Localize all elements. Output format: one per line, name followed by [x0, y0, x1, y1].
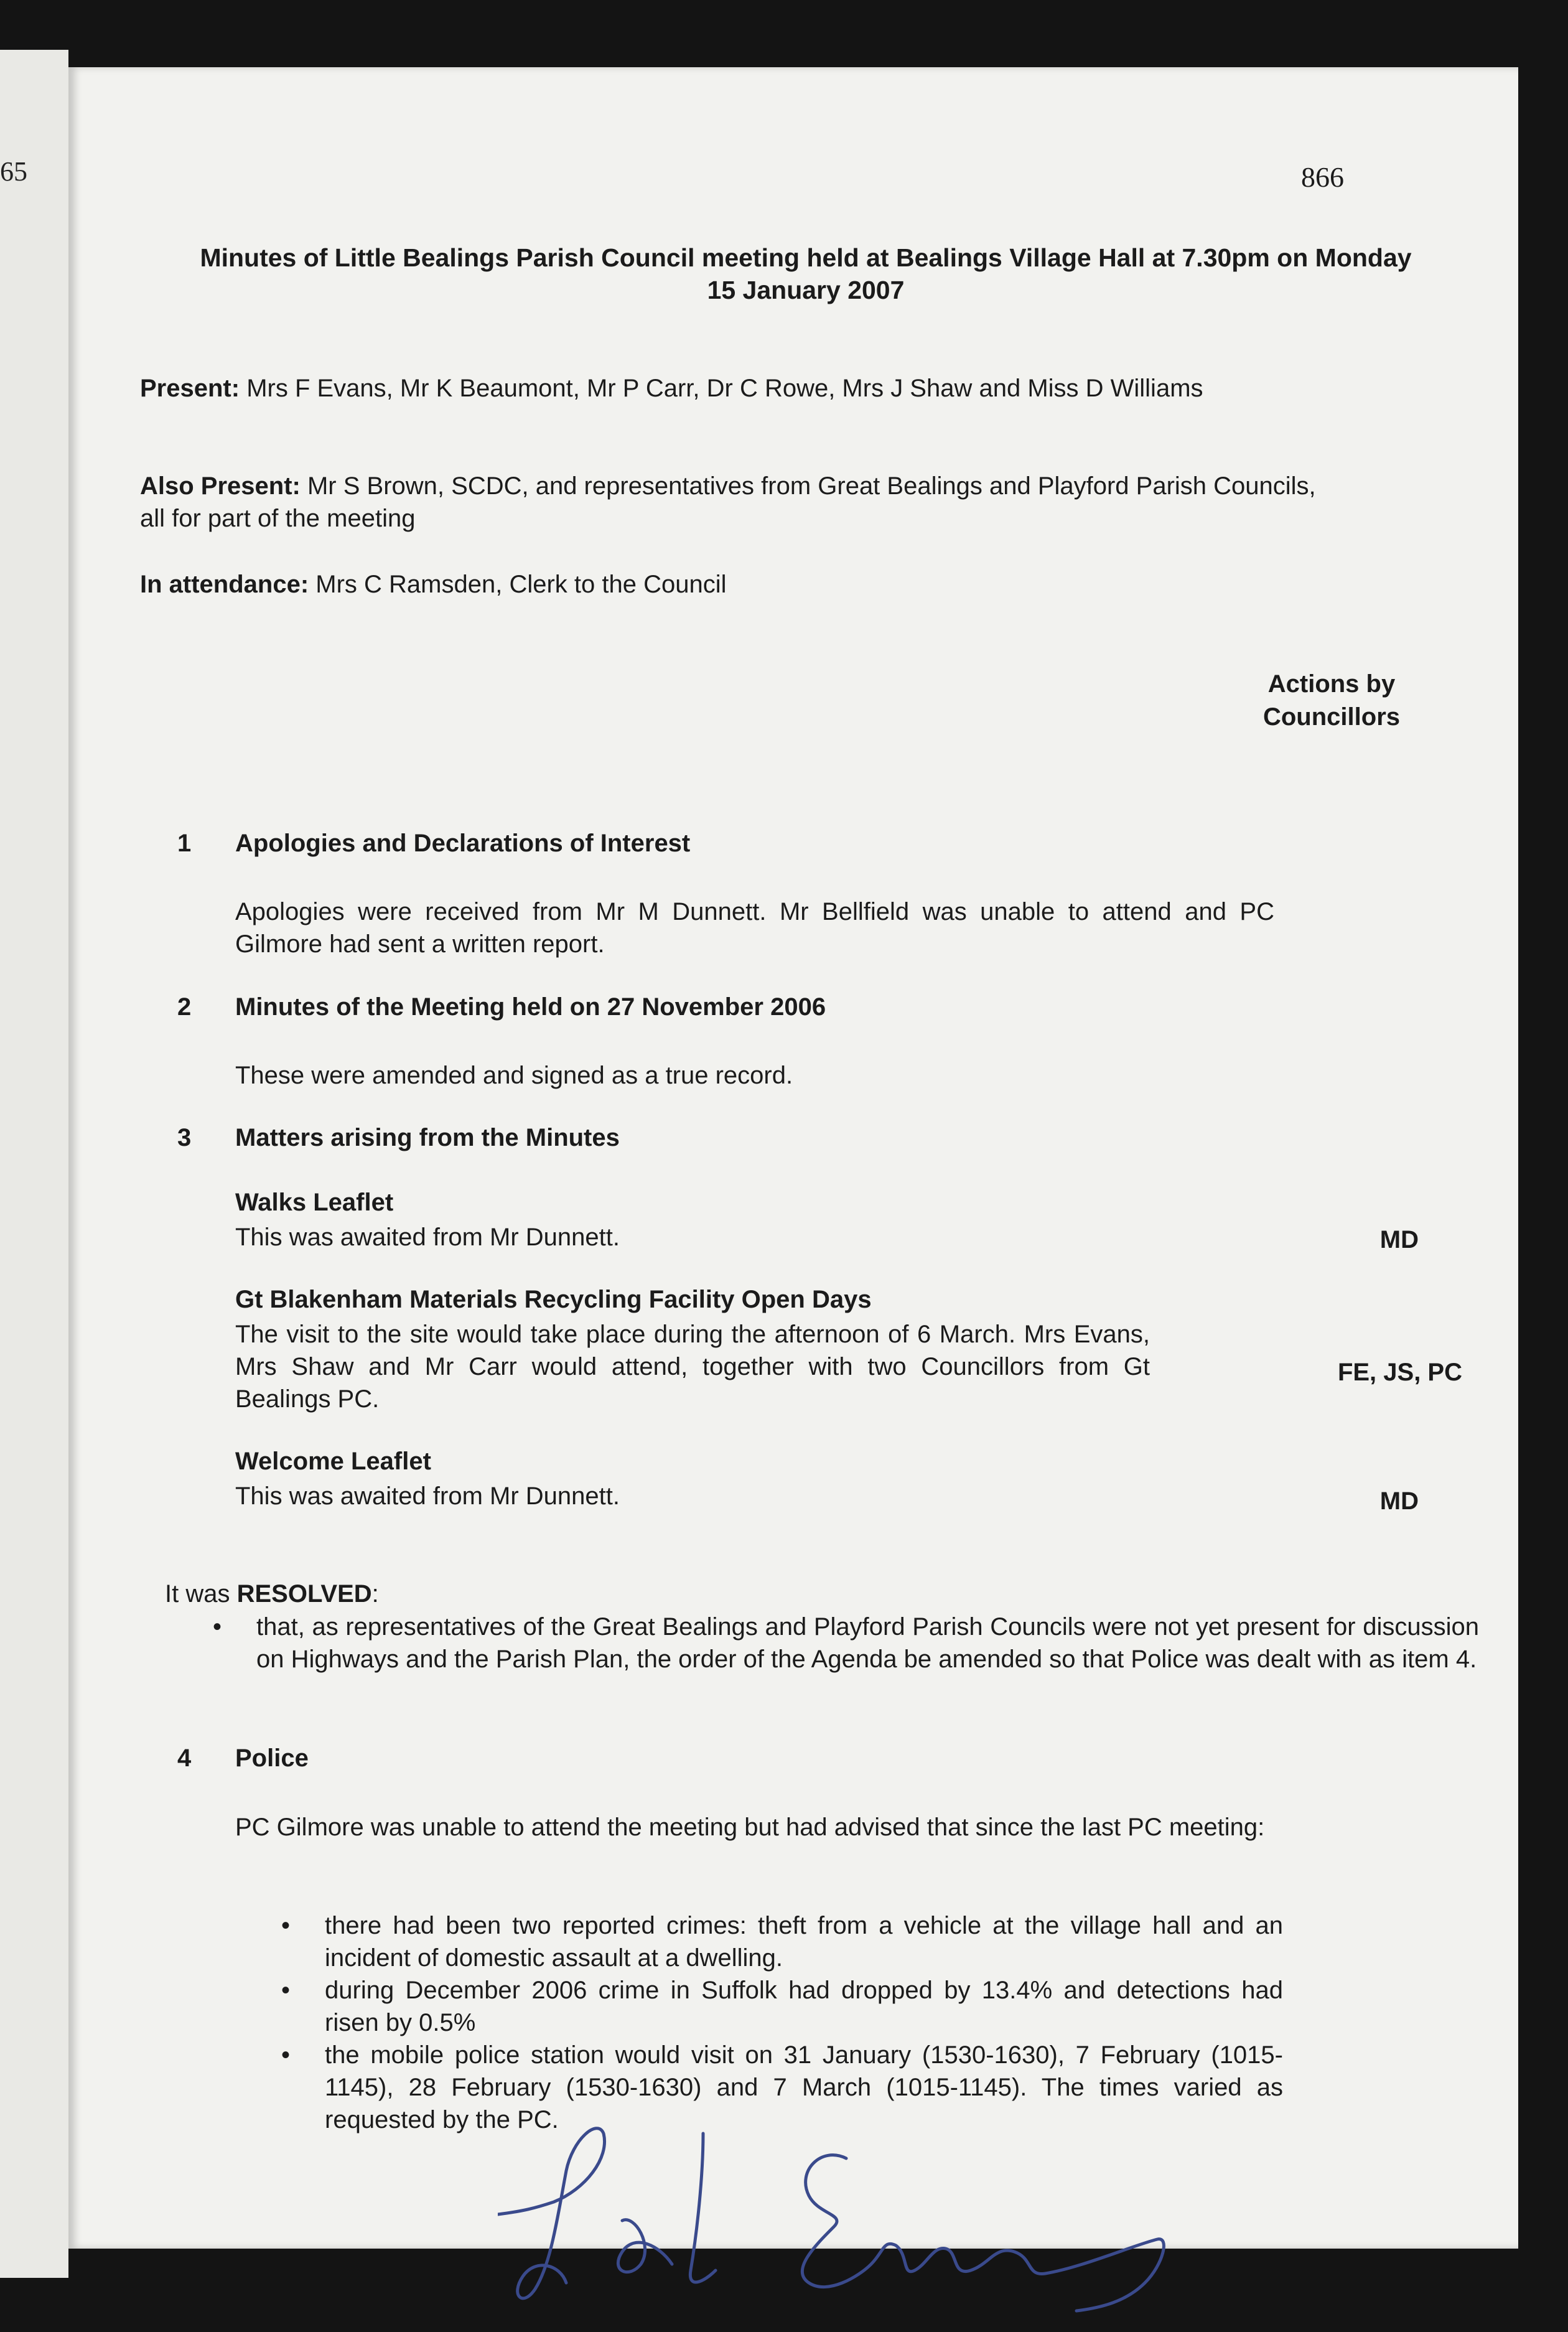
police-bullet: • the mobile police station would visit on 31 January (1530-1630), 7 February (1015-1145), 28 February (1530-1630) and 7 March (1015-1145). The times varied as requested by the PC.	[325, 2039, 1283, 2136]
blakenham-heading: Gt Blakenham Materials Recycling Facility Open Days	[235, 1286, 872, 1313]
blakenham-action: FE, JS, PC	[1337, 1359, 1462, 1386]
walks-leaflet-text: This was awaited from Mr Dunnett.	[235, 1224, 620, 1251]
resolved-keyword: RESOLVED	[236, 1580, 372, 1608]
item-4-number: 4	[177, 1744, 192, 1772]
chair-signature	[498, 2121, 1232, 2314]
in-attendance-paragraph	[140, 568, 1341, 601]
resolved-bullet: • that, as representatives of the Great Bealings and Playford Parish Councils were not yet present for discussion on Highways and the Parish Plan, the order of the Agenda be amended so that Police was dealt with as item 4.	[256, 1611, 1479, 1675]
adjacent-page-edge	[0, 50, 68, 2278]
actions-header-line1: Actions by	[1267, 670, 1396, 698]
present-label: Present:	[140, 375, 240, 402]
item-1-number: 1	[177, 830, 192, 857]
present-text: Mrs F Evans, Mr K Beaumont, Mr P Carr, Dr C Rowe, Mrs J Shaw and Miss D Williams	[246, 375, 1203, 402]
signature-stroke	[802, 2155, 1164, 2311]
page-title: Minutes of Little Bealings Parish Council meeting held at Bealings Village Hall at 7.30pm on Monday 15 January 2007	[200, 243, 1412, 304]
in-attendance-text: Mrs C Ramsden, Clerk to the Council	[315, 571, 727, 598]
signature-stroke	[690, 2133, 716, 2282]
police-bullet: • during December 2006 crime in Suffolk had dropped by 13.4% and detections had risen by 0.5%	[325, 1974, 1283, 2039]
police-bullet: • there had been two reported crimes: theft from a vehicle at the village hall and an incident of domestic assault at a dwelling.	[325, 1909, 1283, 1974]
police-report-list	[325, 1909, 1283, 2136]
item-3-number: 3	[177, 1124, 192, 1151]
also-present-label: Also Present:	[140, 472, 301, 500]
page-number: 866	[1301, 161, 1344, 193]
walks-leaflet-heading: Walks Leaflet	[235, 1189, 394, 1216]
resolved-prefix: It was	[165, 1580, 237, 1608]
welcome-leaflet-text: This was awaited from Mr Dunnett.	[235, 1482, 620, 1510]
welcome-leaflet-heading: Welcome Leaflet	[235, 1448, 431, 1475]
minutes-page	[68, 67, 1518, 2249]
adjacent-page-number: 65	[0, 156, 27, 187]
item-1-text: Apologies were received from Mr M Dunnett. Mr Bellfield was unable to attend and PC Gilmore had sent a written report.	[235, 898, 1274, 958]
item-4-intro: PC Gilmore was unable to attend the meeting but had advised that since the last PC meeting:	[235, 1814, 1265, 1841]
item-2-number: 2	[177, 993, 192, 1021]
signature-stroke	[498, 2128, 605, 2298]
resolved-list	[256, 1611, 1479, 1675]
walks-leaflet-action: MD	[1379, 1226, 1419, 1253]
resolved-statement	[165, 1578, 379, 1610]
item-2-text: These were amended and signed as a true record.	[235, 1062, 793, 1089]
actions-by-councillors-header	[1195, 668, 1468, 734]
item-2-heading: Minutes of the Meeting held on 27 November 2006	[235, 993, 826, 1021]
welcome-leaflet-action: MD	[1379, 1487, 1419, 1515]
item-3-heading: Matters arising from the Minutes	[235, 1124, 620, 1151]
present-paragraph	[140, 372, 1341, 405]
also-present-text: Mr S Brown, SCDC, and representatives from Great Bealings and Playford Parish Councils, all for part of the meeting	[140, 472, 1316, 532]
item-1-heading: Apologies and Declarations of Interest	[235, 830, 691, 857]
actions-header-line2: Councillors	[1262, 703, 1401, 731]
signature-stroke	[618, 2220, 672, 2272]
in-attendance-label: In attendance:	[140, 571, 309, 598]
resolved-suffix: :	[371, 1580, 379, 1608]
also-present-paragraph	[140, 470, 1341, 535]
item-4-heading: Police	[235, 1744, 309, 1772]
blakenham-text: The visit to the site would take place during the afternoon of 6 March. Mrs Evans, Mrs Shaw and Mr Carr would attend, together with two Councillors from Gt Bealings PC.	[235, 1321, 1150, 1413]
